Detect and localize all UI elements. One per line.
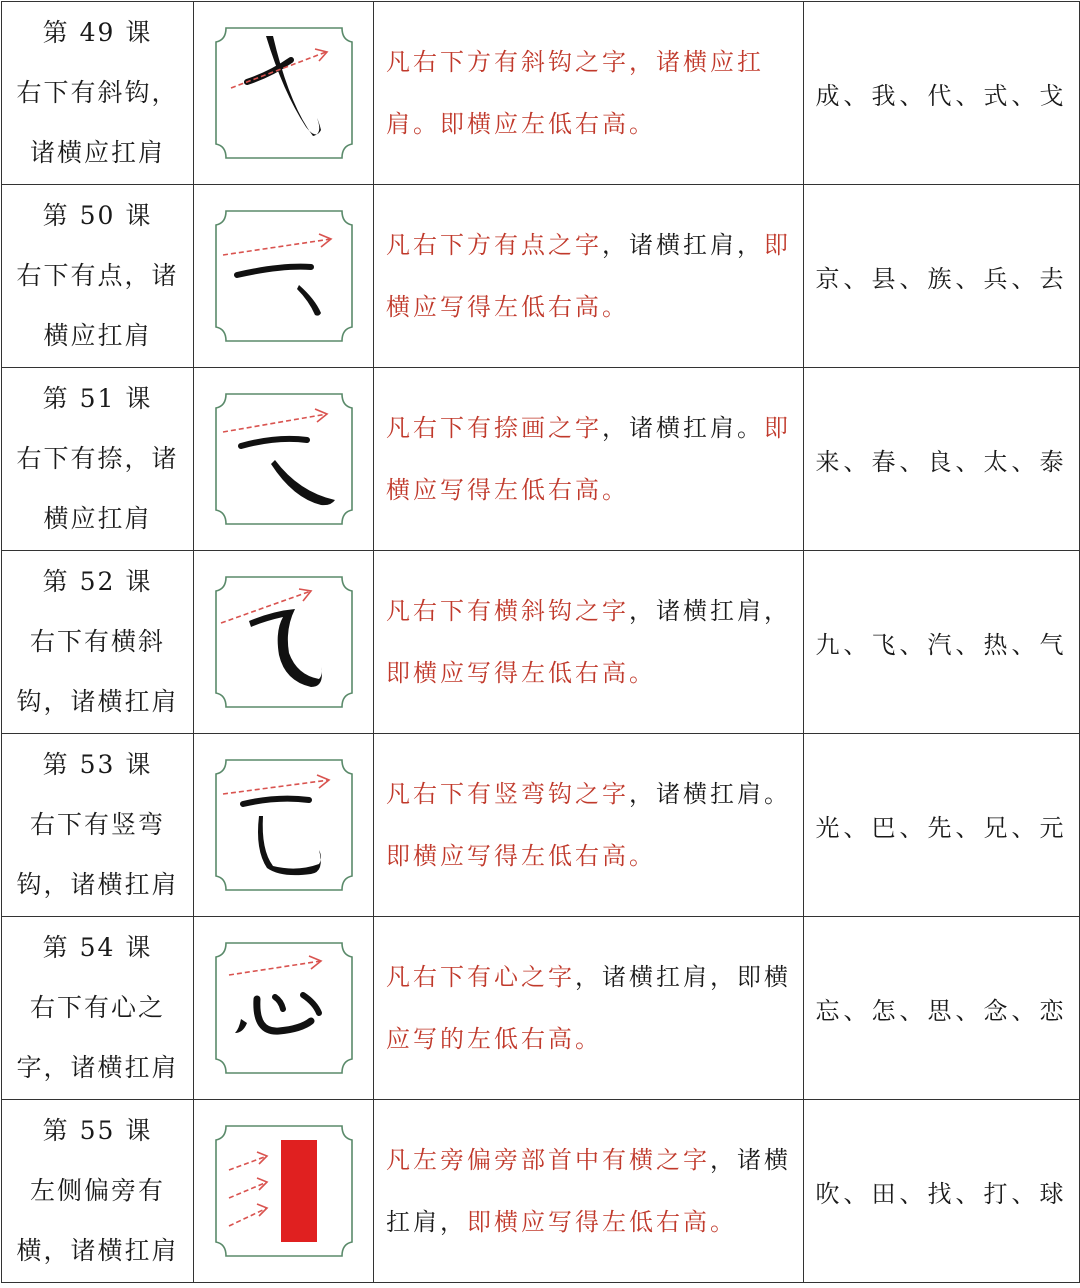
rule-text: ，诸横扛肩。 xyxy=(629,780,791,808)
xin-stroke-icon xyxy=(211,937,357,1079)
rule-text: 凡右下有竖弯钩之字 xyxy=(386,780,629,808)
rule-text: ，诸横扛肩， xyxy=(386,1146,791,1236)
rule-text: ，诸横扛肩， xyxy=(602,231,764,259)
rule-text: 凡右下有横斜钩之字 xyxy=(386,597,629,625)
rule-cell xyxy=(374,917,804,1100)
lesson-title-line: 钩，诸横扛肩 xyxy=(16,870,179,899)
example-characters: 光、巴、先、兄、元 xyxy=(804,734,1080,917)
stroke-diagram-cell xyxy=(194,551,374,734)
stroke-diagram-cell xyxy=(194,2,374,185)
example-characters: 九、飞、汽、热、气 xyxy=(804,551,1080,734)
rule-text: 即横应写得左低右高。 xyxy=(386,414,791,504)
rule-text: 凡右下方有点之字 xyxy=(386,231,602,259)
rule-cell xyxy=(374,368,804,551)
lesson-title-line: 右下有点，诸 xyxy=(16,261,179,290)
lesson-number: 第 52 课 xyxy=(42,567,153,596)
lesson-number: 第 55 课 xyxy=(42,1116,153,1145)
xie-gou-stroke-icon xyxy=(211,22,357,164)
rule-text: 即横应写得左低右高。 xyxy=(386,659,656,687)
lesson-title-line: 右下有横斜 xyxy=(29,627,165,656)
left-radical-block-icon xyxy=(211,1120,357,1262)
rule-text: 应写的左低右高。 xyxy=(386,1025,602,1053)
stroke-diagram-cell xyxy=(194,185,374,368)
rule-cell xyxy=(374,734,804,917)
lesson-number: 第 51 课 xyxy=(42,384,153,413)
lesson-title-line: 左侧偏旁有 xyxy=(29,1176,165,1205)
lesson-number: 第 54 课 xyxy=(42,933,153,962)
lesson-title-cell xyxy=(2,1100,194,1283)
rule-text: 即横应写得左低右高。 xyxy=(386,842,656,870)
rule-text: 凡右下方有斜钩之字，诸横应扛肩。即横应左低右高。 xyxy=(386,48,764,138)
rule-cell xyxy=(374,2,804,185)
lesson-title-line: 字，诸横扛肩 xyxy=(16,1053,179,1082)
stroke-diagram-cell xyxy=(194,917,374,1100)
shu-wan-gou-stroke-icon xyxy=(211,754,357,896)
rule-cell xyxy=(374,185,804,368)
example-characters: 忘、怎、思、念、恋 xyxy=(804,917,1080,1100)
lesson-row xyxy=(2,2,1080,185)
example-characters: 吹、田、找、打、球 xyxy=(804,1100,1080,1283)
stroke-diagram-cell xyxy=(194,1100,374,1283)
rule-text: 凡左旁偏旁部首中有横之字 xyxy=(386,1146,710,1174)
lesson-row xyxy=(2,368,1080,551)
lesson-row xyxy=(2,1100,1080,1283)
lesson-title-line: 横，诸横扛肩 xyxy=(16,1236,179,1265)
rule-text: 凡右下有心之字 xyxy=(386,963,575,991)
rule-text: ，诸横扛肩，即横 xyxy=(575,963,791,991)
rule-cell xyxy=(374,551,804,734)
lesson-row xyxy=(2,734,1080,917)
rule-cell xyxy=(374,1100,804,1283)
stroke-diagram-cell xyxy=(194,368,374,551)
lesson-title-cell xyxy=(2,2,194,185)
rule-text: 即横应写得左低右高。 xyxy=(386,231,791,321)
rule-text: ，诸横扛肩。 xyxy=(602,414,764,442)
lesson-row xyxy=(2,917,1080,1100)
lesson-title-line: 钩，诸横扛肩 xyxy=(16,687,179,716)
lesson-title-line: 横应扛肩 xyxy=(43,504,152,533)
na-stroke-icon xyxy=(211,388,357,530)
lesson-title-line: 右下有斜钩， xyxy=(16,78,179,107)
lesson-row xyxy=(2,185,1080,368)
stroke-diagram-cell xyxy=(194,734,374,917)
lesson-title-cell xyxy=(2,551,194,734)
lesson-title-cell xyxy=(2,734,194,917)
example-characters: 来、春、良、太、泰 xyxy=(804,368,1080,551)
lesson-title-line: 诸横应扛肩 xyxy=(29,138,165,167)
lesson-number: 第 49 课 xyxy=(42,18,153,47)
lesson-number: 第 53 课 xyxy=(42,750,153,779)
lesson-title-line: 右下有捺，诸 xyxy=(16,444,179,473)
example-characters: 成、我、代、式、戈 xyxy=(804,2,1080,185)
lesson-number: 第 50 课 xyxy=(42,201,153,230)
lesson-title-line: 横应扛肩 xyxy=(43,321,152,350)
dot-stroke-icon xyxy=(211,205,357,347)
heng-xie-gou-stroke-icon xyxy=(211,571,357,713)
rule-text: 即横应写得左低右高。 xyxy=(467,1208,737,1236)
lesson-title-cell xyxy=(2,185,194,368)
lesson-title-line: 右下有竖弯 xyxy=(29,810,165,839)
lessons-table xyxy=(1,1,1080,1283)
rule-text: ，诸横扛肩， xyxy=(629,597,791,625)
example-characters: 京、县、族、兵、去 xyxy=(804,185,1080,368)
lesson-title-line: 右下有心之 xyxy=(29,993,165,1022)
lesson-title-cell xyxy=(2,368,194,551)
lesson-title-cell xyxy=(2,917,194,1100)
lesson-row xyxy=(2,551,1080,734)
rule-text: 凡右下有捺画之字 xyxy=(386,414,602,442)
